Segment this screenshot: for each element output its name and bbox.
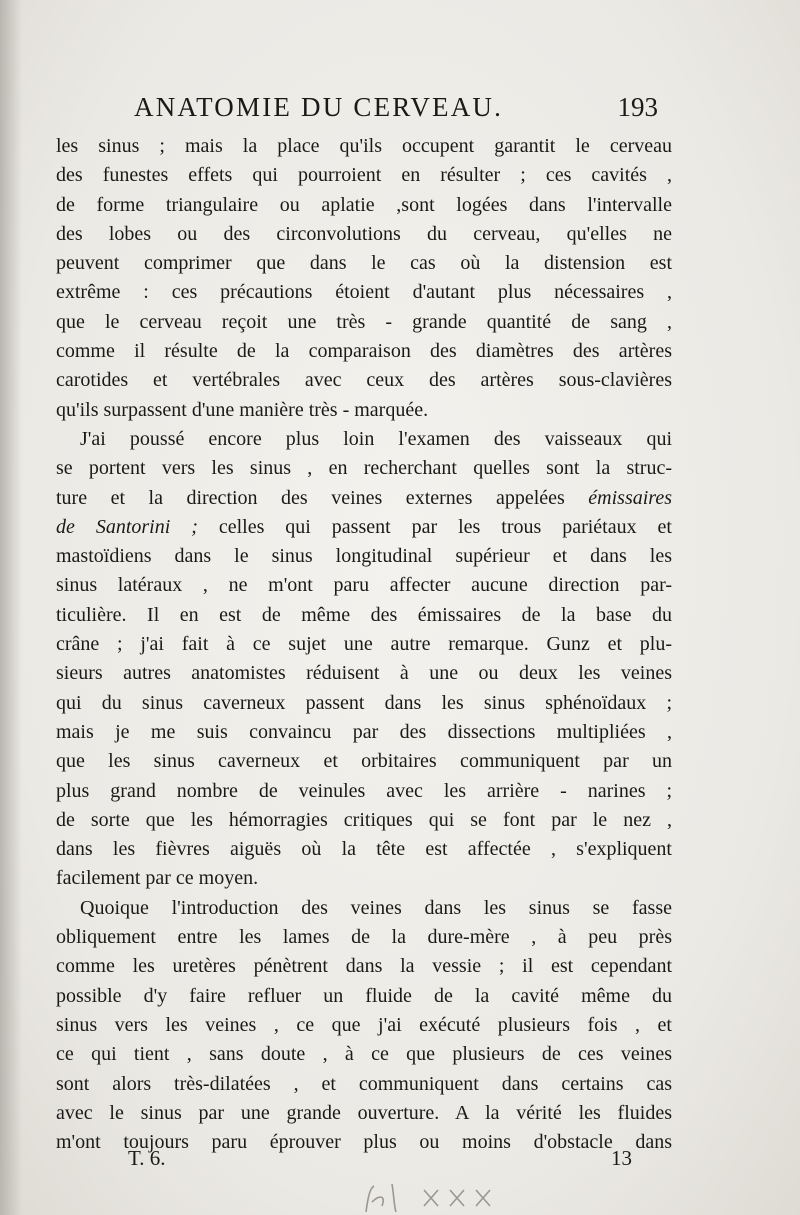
text-line <box>56 278 672 307</box>
text-line-content: que le cerveau reçoit une très - grande quantité de sang , <box>56 310 672 333</box>
text-line-content: ce qui tient , sans doute , à ce que plusieurs de ces veines <box>56 1043 672 1066</box>
text-line-content: sont alors très-dilatées , et communiquent dans certains cas <box>56 1072 672 1095</box>
text-line <box>56 1040 672 1069</box>
text-line-content: des funestes effets qui pourroient en résulter ; ces cavités , <box>56 164 672 187</box>
text-line-content: se portent vers les sinus , en recherchant quelles sont la struc- <box>56 457 672 480</box>
text-line <box>56 806 672 835</box>
text-line <box>56 601 672 630</box>
text-line-content: carotides et vertébrales avec ceux des artères sous-clavières <box>56 369 672 392</box>
signature-number: 13 <box>611 1146 632 1170</box>
text-line-content: peuvent comprimer que dans le cas où la distension est <box>56 252 672 275</box>
text-line-content: sinus vers les veines , ce que j'ai exécuté plusieurs fois , et <box>56 1013 672 1036</box>
text-line <box>56 249 672 278</box>
text-line <box>56 191 672 220</box>
text-line-content: avec le sinus par une grande ouverture. A la vérité les fluides <box>56 1101 672 1124</box>
text-line-content: que les sinus caverneux et orbitaires communiquent par un <box>56 750 672 773</box>
text-line-content: J'ai poussé encore plus loin l'examen des vaisseaux qui <box>80 427 672 450</box>
body-text <box>56 132 672 1157</box>
text-line-content: dans les fièvres aiguës où la tête est affectée , s'expliquent <box>56 838 672 861</box>
text-line-content: crâne ; j'ai fait à ce sujet une autre remarque. Gunz et plu- <box>56 633 672 656</box>
text-line <box>56 571 672 600</box>
text-line-content: possible d'y faire refluer un fluide de la cavité même du <box>56 984 672 1007</box>
text-line-content: sinus latéraux , ne m'ont paru affecter aucune direction par- <box>56 574 672 597</box>
text-line <box>56 659 672 688</box>
text-line <box>56 1070 672 1099</box>
text-line <box>56 484 672 513</box>
text-line-content: m'ont toujours paru éprouver plus ou moins d'obstacle dans <box>56 1131 672 1154</box>
text-line <box>56 132 672 161</box>
page-number: 193 <box>617 92 658 122</box>
text-line-content: comme il résulte de la comparaison des diamètres des artères <box>56 340 672 363</box>
text-line <box>56 454 672 483</box>
text-line <box>56 952 672 981</box>
text-line <box>56 542 672 571</box>
text-line <box>56 689 672 718</box>
text-line-content: ticulière. Il en est de même des émissaires de la base du <box>56 603 672 626</box>
text-line-content: des lobes ou des circonvolutions du cerveau, qu'elles ne <box>56 222 672 245</box>
text-line-content: qui du sinus caverneux passent dans les sinus sphénoïdaux ; <box>56 691 672 714</box>
text-line <box>56 630 672 659</box>
text-line <box>56 1099 672 1128</box>
text-line-content: ture et la direction des veines externes appelées <box>56 486 589 509</box>
text-line-content: comme les uretères pénètrent dans la vessie ; il est cependant <box>56 955 672 978</box>
text-line <box>56 982 672 1011</box>
text-line-content: qu'ils surpassent d'une manière très - marquée. <box>56 398 429 421</box>
text-line-content: Quoique l'introduction des veines dans les sinus se fasse <box>80 896 672 919</box>
text-line <box>56 161 672 190</box>
text-line <box>56 425 672 454</box>
text-line-continuation: celles qui passent par les trous pariétaux et <box>197 515 672 538</box>
page-footer <box>56 1140 672 1174</box>
text-line-content: facilement par ce moyen. <box>56 867 259 890</box>
text-line <box>56 220 672 249</box>
text-line <box>56 747 672 776</box>
running-title: ANATOMIE DU CERVEAU. <box>134 92 504 122</box>
italic-phrase: émissaires <box>588 486 672 509</box>
text-line <box>56 894 672 923</box>
text-line <box>56 337 672 366</box>
page-header <box>120 88 680 128</box>
text-line-content: les sinus ; mais la place qu'ils occupent garantit le cerveau <box>56 135 672 157</box>
text-line <box>56 835 672 864</box>
text-line-content: sieurs autres anatomistes réduisent à une ou deux les veines <box>56 662 672 685</box>
pencil-annotation <box>346 1172 546 1215</box>
italic-phrase: de Santorini ; <box>56 515 198 538</box>
text-line-content: mais je me suis convaincu par des dissections multipliées , <box>56 720 672 743</box>
text-line-content: plus grand nombre de veinules avec les arrière - narines ; <box>56 779 672 802</box>
text-line <box>56 308 672 337</box>
text-line-content: de sorte que les hémorragies critiques qui se font par le nez , <box>56 808 672 831</box>
text-line <box>56 366 672 395</box>
text-line-content: extrême : ces précautions étoient d'autant plus nécessaires , <box>56 281 672 304</box>
text-line <box>56 513 672 542</box>
text-line <box>56 777 672 806</box>
text-line <box>56 718 672 747</box>
text-line-content: de forme triangulaire ou aplatie ,sont logées dans l'intervalle <box>56 193 672 216</box>
text-line <box>56 923 672 952</box>
text-line <box>56 1011 672 1040</box>
gutter-shadow <box>0 0 22 1215</box>
text-line-content: mastoïdiens dans le sinus longitudinal supérieur et dans les <box>56 545 672 568</box>
text-line <box>56 396 672 425</box>
text-line-content: obliquement entre les lames de la dure-mère , à peu près <box>56 926 672 949</box>
signature-mark: T. 6. <box>128 1146 166 1170</box>
text-line <box>56 864 672 893</box>
